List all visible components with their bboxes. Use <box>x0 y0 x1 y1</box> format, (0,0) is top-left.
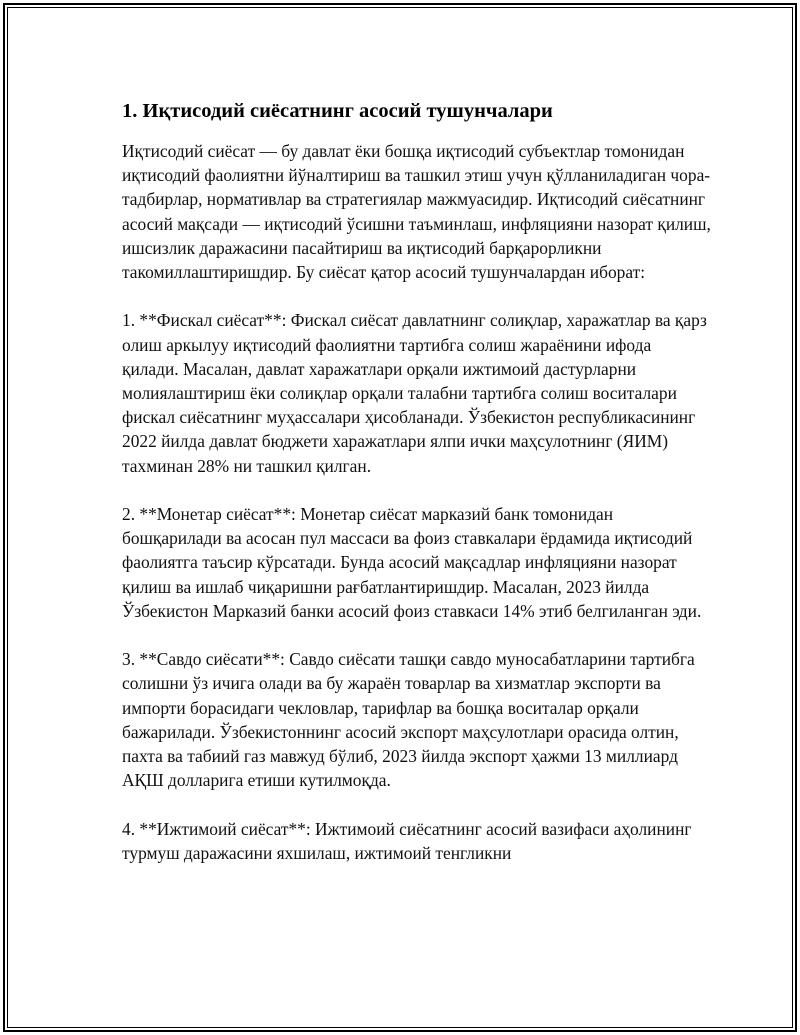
intro-paragraph: Иқтисодий сиёсат — бу давлат ёки бошқа иқтисодий субъектлар томонидан иқтисодий фаолиятни йўналтириш ва ташкил этиш учун қўлланиладиган чора-тадбирлар, нормативлар ва стратегиялар мажмуасидир. Иқтисодий сиёсатнинг асосий мақсади — иқтисодий ўсишни таъминлаш, инфляцияни назорат қилиш, ишсизлик даражасини пасайтириш ва иқтисодий барқарорликни такомиллаштиришдир. Бу сиёсат қатор асосий тушунчалардан иборат: <box>122 141 711 283</box>
page-border <box>3 3 797 1032</box>
monetary-policy-paragraph: 2. **Монетар сиёсат**: Монетар сиёсат марказий банк томонидан бошқарилади ва асосан пул массаси ва фоиз ставкалари ёрдамида иқтисодий фаолиятга таъсир кўрсатади. Бунда асосий мақсадлар инфляцияни назорат қилиш ва ишлаб чиқаришни рағбатлантиришдир. Масалан, 2023 йилда Ўзбекистон Марказий банки асосий фоиз ставкаси 14% этиб белгиланган эди. <box>122 504 702 621</box>
social-policy-paragraph: 4. **Ижтимоий сиёсат**: Ижтимоий сиёсатнинг асосий вазифаси аҳолининг турмуш даражасини яхшилаш, ижтимоий тенгликни <box>122 818 692 863</box>
section-heading: 1. Иқтисодий сиёсатнинг асосий тушунчалари <box>122 100 553 122</box>
fiscal-policy-paragraph: 1. **Фискал сиёсат**: Фискал сиёсат давлатнинг солиқлар, харажатлар ва қарз олиш аркылуу иқтисодий фаолиятни тартибга солиш жараёнини ифода қилади. Масалан, давлат харажатлари орқали ижтимоий дастурларни молиялаштириш ёки солиқлар орқали талабни тартибга солиш воситалари фискал сиёсатнинг муҳассалари ҳисобланади. Ўзбекистон республикасининг 2022 йилда давлат бюджети харажатлари ялпи ички маҳсулотнинг (ЯИМ) тахминан 28% ни ташкил қилган. <box>122 310 707 476</box>
trade-policy-paragraph: 3. **Савдо сиёсати**: Савдо сиёсати ташқи савдо муносабатларини тартибга солишни ўз ичига олади ва бу жараён товарлар ва хизматлар экспорти ва импорти борасидаги чекловлар, тарифлар ва бошқа воситалар орқали бажарилади. Ўзбекистоннинг асосий экспорт маҳсулотлари орасида олтин, пахта ва табиий газ мавжуд бўлиб, 2023 йилда экспорт ҳажми 13 миллиард АҚШ долларига етиши кутилмоқда. <box>122 649 695 791</box>
document-body <box>122 97 712 889</box>
